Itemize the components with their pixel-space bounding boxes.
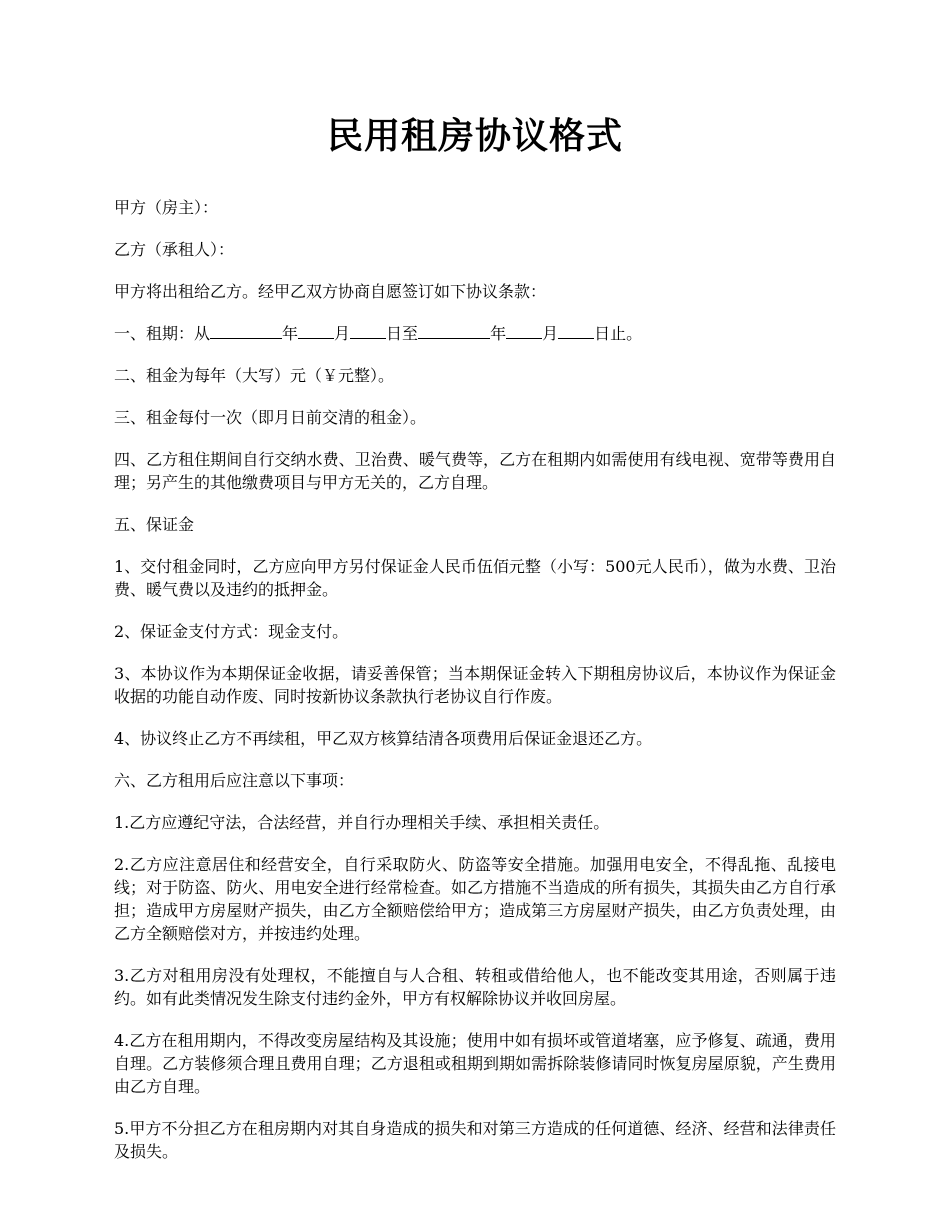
term-year-1: 年	[282, 324, 299, 343]
party-a-line: 甲方（房主）：	[114, 198, 219, 217]
document-title: 民用租房协议格式	[326, 115, 623, 157]
term-day-end: 日止。	[594, 324, 643, 343]
deposit-item-3: 3、本协议作为本期保证金收据，请妥善保管；当本期保证金转入下期租房协议后，本协议作为保证金收据的功能自动作废、同时按新协议条款执行老协议自行作废。	[114, 664, 836, 706]
term-month-1: 月	[334, 324, 351, 343]
term-year-2: 年	[490, 324, 507, 343]
clause-rent-amount: 二、租金为每年（大写）元（￥元整）。	[114, 366, 395, 385]
blank-start-day	[350, 322, 386, 339]
blank-end-day	[558, 322, 594, 339]
party-b-line: 乙方（承租人）：	[114, 240, 235, 259]
notes-item-3: 3.乙方对租用房没有处理权，不能擅自与人合租、转租或借给他人，也不能改变其用途，否则属于违约。如有此类情况发生除支付违约金外，甲方有权解除协议并收回房屋。	[114, 966, 836, 1008]
clause-utilities: 四、乙方租住期间自行交纳水费、卫治费、暖气费等，乙方在租期内如需使用有线电视、宽带等费用自理；另产生的其他缴费项目与甲方无关的，乙方自理。	[114, 450, 836, 492]
notes-item-4: 4.乙方在租用期内，不得改变房屋结构及其设施；使用中如有损坏或管道堵塞，应予修复、疏通，费用自理。乙方装修须合理且费用自理；乙方退租或租期到期如需拆除装修请同时恢复房屋原貌，产生费用由乙方自理。	[114, 1031, 836, 1096]
notes-item-5: 5.甲方不分担乙方在租房期内对其自身造成的损失和对第三方造成的任何道德、经济、经营和法律责任及损失。	[114, 1119, 836, 1161]
blank-start-month	[298, 322, 334, 339]
section-notes-heading: 六、乙方租用后应注意以下事项：	[114, 771, 355, 790]
deposit-item-2: 2、保证金支付方式：现金支付。	[114, 622, 349, 641]
section-deposit-heading: 五、保证金	[114, 515, 195, 534]
blank-end-year	[418, 322, 490, 339]
blank-end-month	[506, 322, 542, 339]
blank-start-year	[210, 322, 282, 339]
term-day-to: 日至	[386, 324, 419, 343]
deposit-item-4: 4、协议终止乙方不再续租，甲乙双方核算结清各项费用后保证金退还乙方。	[114, 729, 653, 748]
term-month-2: 月	[542, 324, 559, 343]
term-prefix: 一、租期：从	[114, 324, 211, 343]
term-clause	[114, 322, 836, 345]
deposit-item-1: 1、交付租金同时，乙方应向甲方另付保证金人民币伍佰元整（小写：500元人民币），做为水费、卫治费、暖气费以及违约的抵押金。	[114, 557, 836, 599]
clause-rent-payment: 三、租金每付一次（即月日前交清的租金）。	[114, 408, 427, 427]
notes-item-2: 2.乙方应注意居住和经营安全，自行采取防火、防盗等安全措施。加强用电安全，不得乱拖、乱接电线；对于防盗、防火、用电安全进行经常检查。如乙方措施不当造成的所有损失，其损失由乙方自行承担；造成甲方房屋财产损失，由乙方全额赔偿给甲方；造成第三方房屋财产损失，由乙方负责处理，由乙方全额赔偿对方，并按违约处理。	[114, 855, 836, 943]
notes-item-1: 1.乙方应遵纪守法，合法经营，并自行办理相关手续、承担相关责任。	[114, 813, 610, 832]
intro-paragraph: 甲方将出租给乙方。经甲乙双方协商自愿签订如下协议条款：	[114, 282, 547, 301]
document-page	[114, 110, 836, 1182]
